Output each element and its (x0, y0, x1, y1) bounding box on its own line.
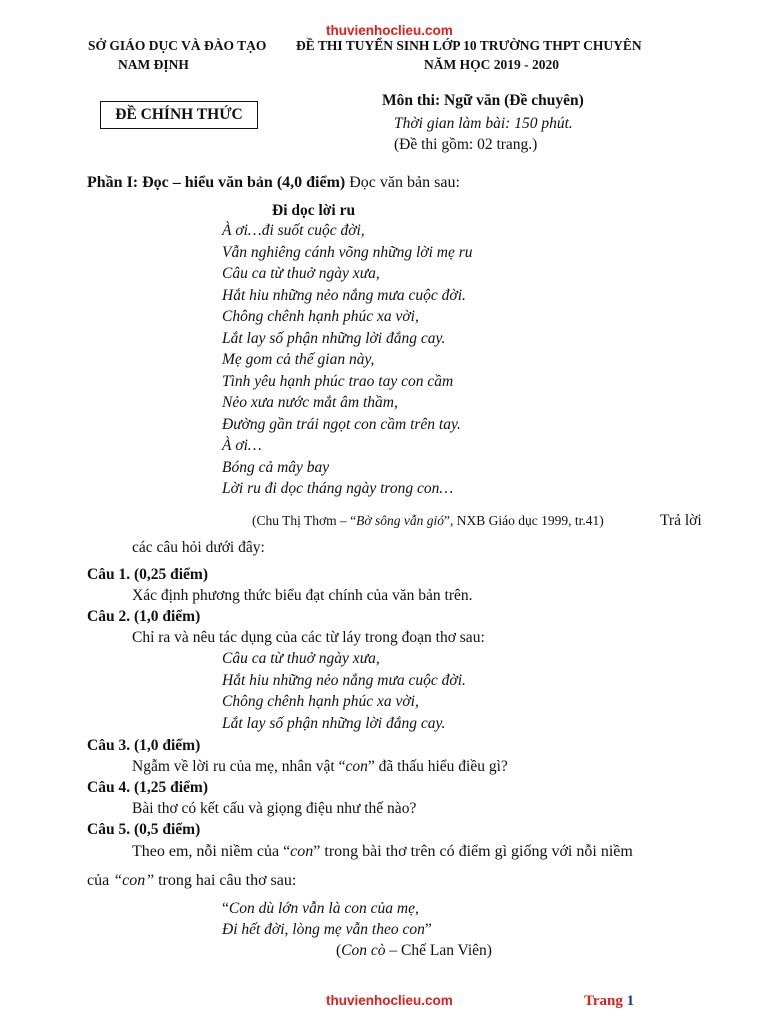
question-5-title: Câu 5. (0,5 điểm) (87, 821, 201, 838)
citation-author: – Chế Lan Viên) (385, 942, 492, 959)
question-5-quote-text-2: Đi hết đời, lòng mẹ vẫn theo con (222, 921, 425, 938)
question-2-quote-line: Chông chênh hạnh phúc xa vời, (222, 693, 419, 710)
poem-source (252, 513, 604, 529)
question-5-text-line2 (87, 872, 296, 890)
part1-instruction: Đọc văn bản sau: (345, 174, 460, 191)
subject-line: Môn thi: Ngữ văn (Đề chuyên) (382, 92, 584, 109)
question-5-citation (336, 942, 492, 960)
question-3-text-a: Ngẫm về lời ru của mẹ, nhân vật “ (132, 758, 346, 775)
poem-line: Hắt hiu những nẻo nắng mưa cuộc đời. (222, 287, 466, 304)
province-name: NAM ĐỊNH (118, 57, 189, 72)
question-2-quote-line: Hắt hiu những nẻo nắng mưa cuộc đời. (222, 672, 466, 689)
poem-line: Chông chênh hạnh phúc xa vời, (222, 308, 419, 325)
quote-open-mark: “ (222, 900, 229, 917)
poem-line: Tình yêu hạnh phúc trao tay con cầm (222, 373, 454, 390)
question-3-text (132, 758, 508, 776)
citation-title: Con cò (341, 942, 386, 959)
site-watermark-top[interactable]: thuvienhoclieu.com (326, 23, 453, 38)
question-5-text-italic: con (290, 843, 314, 860)
question-5-text (132, 843, 633, 861)
question-2-text: Chỉ ra và nêu tác dụng của các từ láy trong đoạn thơ sau: (132, 629, 485, 646)
citation-open-paren: ( (336, 942, 342, 959)
poem-line: Vẫn nghiêng cánh võng những lời mẹ ru (222, 244, 473, 261)
question-3-text-b: ” đã thấu hiểu điều gì? (367, 758, 508, 775)
question-4-title: Câu 4. (1,25 điểm) (87, 779, 208, 796)
answer-instruction: các câu hỏi dưới đây: (132, 539, 265, 556)
poem-title: Đi dọc lời ru (272, 202, 356, 219)
question-5-quote-line-2 (222, 921, 432, 939)
site-watermark-bottom[interactable]: thuvienhoclieu.com (326, 993, 453, 1008)
page-count: (Đề thi gồm: 02 trang.) (394, 136, 538, 153)
question-2-title: Câu 2. (1,0 điểm) (87, 608, 201, 625)
question-4-text: Bài thơ có kết cấu và giọng điệu như thế nào? (132, 800, 417, 817)
question-1-title: Câu 1. (0,25 điểm) (87, 566, 208, 583)
school-year: NĂM HỌC 2019 - 2020 (424, 57, 559, 72)
question-2-quote-line: Lắt lay số phận những lời đắng cay. (222, 715, 446, 732)
poem-line: Bóng cả mây bay (222, 459, 330, 476)
quote-close-mark: ” (424, 921, 432, 938)
question-3-text-italic: con (345, 758, 368, 775)
part1-heading: Phần I: Đọc – hiểu văn bản (4,0 điểm) (87, 174, 346, 191)
question-3-title: Câu 3. (1,0 điểm) (87, 737, 201, 754)
official-exam-label: ĐỀ CHÍNH THỨC (115, 106, 243, 123)
question-2-quote-line: Câu ca từ thuở ngày xưa, (222, 650, 380, 667)
question-5-text-b: ” trong bài thơ trên có điểm gì giống với nỗi niềm (313, 843, 633, 860)
source-suffix: ”, NXB Giáo dục 1999, tr.41) (443, 513, 604, 528)
question-5-quote-text-1: Con dù lớn vẫn là con của mẹ, (228, 900, 419, 917)
page-number (584, 993, 634, 1010)
part1-heading-line (87, 174, 460, 192)
page-num: 1 (626, 993, 635, 1009)
source-prefix: (Chu Thị Thơm – “ (252, 513, 357, 528)
question-5-quote-line-1 (222, 900, 419, 918)
answer-instruction-tail: Trả lời (660, 512, 702, 529)
page-label: Trang (584, 993, 623, 1009)
question-5-text-a: Theo em, nỗi niềm của “ (132, 843, 291, 860)
source-book: Bờ sông vẫn gió (356, 513, 444, 528)
poem-line: À ơi…đi suốt cuộc đời, (222, 222, 365, 239)
exam-title: ĐỀ THI TUYỂN SINH LỚP 10 TRƯỜNG THPT CHUYÊN (296, 38, 642, 53)
poem-line: Lời ru đi dọc tháng ngày trong con… (222, 480, 454, 497)
question-5-line2-a: của (87, 872, 114, 889)
department-name: SỞ GIÁO DỤC VÀ ĐÀO TẠO (88, 38, 267, 53)
poem-line: Mẹ gom cả thế gian này, (222, 351, 375, 368)
question-5-line2-b: trong hai câu thơ sau: (154, 872, 297, 889)
poem-line: Đường gần trái ngọt con cầm trên tay. (222, 416, 461, 433)
poem-line: Nẻo xưa nước mắt âm thầm, (222, 394, 398, 411)
poem-line: Lắt lay số phận những lời đắng cay. (222, 330, 446, 347)
time-limit: Thời gian làm bài: 150 phút. (394, 115, 573, 132)
poem-line: À ơi… (222, 437, 262, 454)
question-1-text: Xác định phương thức biểu đạt chính của văn bản trên. (132, 587, 473, 604)
official-exam-badge (100, 101, 258, 129)
question-5-line2-italic: “con” (113, 872, 155, 889)
poem-line: Câu ca từ thuở ngày xưa, (222, 265, 380, 282)
